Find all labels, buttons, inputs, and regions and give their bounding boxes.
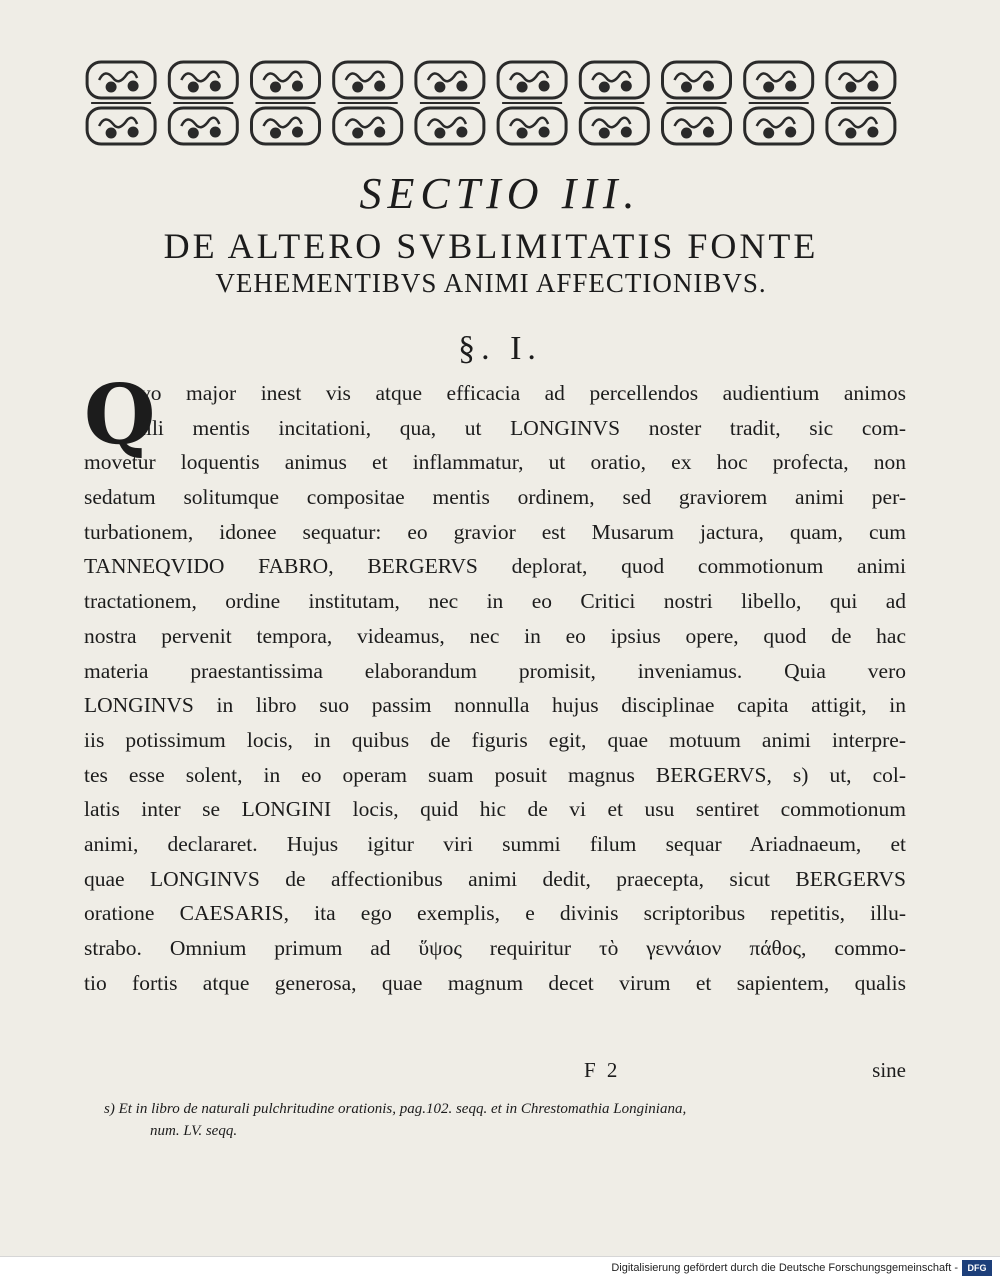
digitization-footer (0, 1256, 1000, 1281)
text-line: sedatum solitumque compositae mentis ordinem, sed graviorem animi per- (84, 485, 906, 510)
paragraph-mark: §. I. (458, 330, 542, 367)
text-line: tio fortis atque generosa, quae magnum decet virum et sapientem, qualis (84, 970, 906, 995)
text-line: turbationem, idonee sequatur: eo gravior est Musarum jactura, quam, cum (84, 519, 906, 544)
signature-mark: F 2 (584, 1058, 621, 1082)
footnote-line: s) Et in libro de naturali pulchritudine orationis, pag.102. seqq. et in Chrestomathia Longiniana, (104, 1101, 687, 1117)
text-line: quae LONGINVS de affectionibus animi dedit, praecepta, sicut BERGERVS (84, 866, 906, 891)
text-line: movetur loquentis animus et inflammatur, ut oratio, ex hoc profecta, non (84, 450, 906, 475)
text-line: animi, declararet. Hujus igitur viri summi filum sequar Ariadnaeum, et (84, 831, 906, 856)
text-line: LONGINVS in libro suo passim nonnulla hujus disciplinae capita attigit, in (84, 693, 906, 718)
text-line: TANNEQVIDO FABRO, BERGERVS deplorat, quod commotionum animi (84, 554, 906, 579)
section-heading: SECTIO III. (359, 169, 641, 218)
section-title-line-2: VEHEMENTIBVS ANIMI AFFECTIONIBVS. (215, 268, 767, 298)
text-line: latis inter se LONGINI locis, quid hic de vi et usu sentiret commotionum (84, 797, 906, 822)
drop-cap-initial: Q (84, 367, 156, 463)
funding-credit: Digitalisierung gefördert durch die Deutsche Forschungsgemeinschaft - (611, 1262, 958, 1274)
text-line: vo major inest vis atque efficacia ad percellendos audientium animos (140, 381, 906, 405)
text-line: oratione CAESARIS, ita ego exemplis, e divinis scriptoribus repetitis, illu- (84, 901, 906, 926)
text-line: strabo. Omnium primum ad ὕψος requiritur τὸ γεννάιον πάθος, commo- (84, 936, 906, 960)
footnote (104, 1098, 904, 1142)
text-line: nostra pervenit tempora, videamus, nec in eo ipsius opere, quod de hac (84, 623, 906, 648)
section-title-line-1: DE ALTERO SVBLIMITATIS FONTE (163, 226, 819, 266)
catchline (84, 1058, 906, 1088)
catchword: sine (872, 1058, 906, 1082)
text-line: materia praestantissima elaborandum promisit, inveniamus. Quia vero (84, 658, 906, 683)
text-line: tes esse solent, in eo operam suam posuit magnus BERGERVS, s) ut, col- (84, 762, 906, 787)
dfg-logo-icon: DFG (962, 1260, 992, 1276)
text-line: illi mentis incitationi, qua, ut LONGINVS noster tradit, sic com- (140, 415, 906, 440)
decorative-border-ornament (80, 58, 902, 148)
footnote-line: num. LV. seqq. (150, 1123, 238, 1139)
body-text (84, 367, 906, 1000)
text-line: iis potissimum locis, in quibus de figuris egit, quae motuum animi interpre- (84, 727, 906, 752)
text-line: tractationem, ordine institutam, nec in eo Critici nostri libello, qui ad (84, 589, 906, 614)
